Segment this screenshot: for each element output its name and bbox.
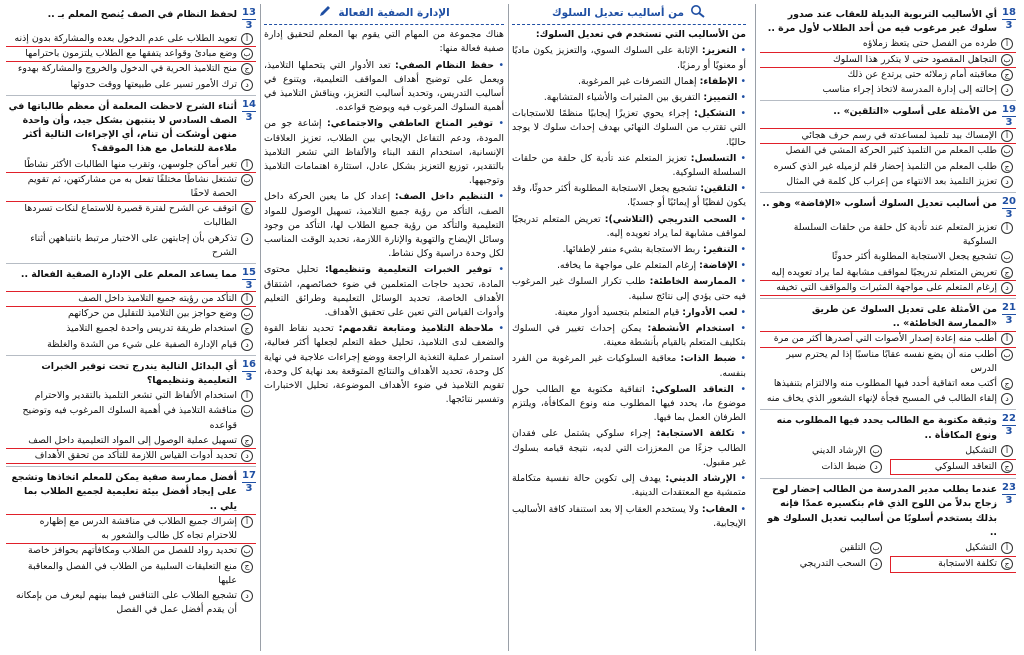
answer-option[interactable] — [6, 589, 256, 617]
option-letter-icon: ب — [241, 174, 253, 186]
option-text: منع التعليقات السلبية من الطلاب في الفصل والمعاقبة عليها — [27, 560, 237, 586]
definition-item — [264, 59, 504, 116]
answer-option-correct[interactable] — [760, 281, 1016, 295]
option-letter-icon: د — [241, 233, 253, 245]
definition-item — [512, 243, 746, 257]
answer-option[interactable] — [6, 434, 256, 448]
question-text: عندما يطلب مدير المدرسة من الطالب إحضار لوح زجاج بدلاً من اللوح الذي قام بتكسيره عمدًا فإنه بذلك يستخدم أسلوبًا من أساليب تعديل السلوك هو .. — [767, 484, 997, 538]
option-letter-icon: د — [1001, 84, 1013, 96]
definition-item — [264, 263, 504, 320]
answer-option[interactable] — [6, 404, 256, 432]
question-stem — [6, 268, 256, 291]
definition-item — [512, 503, 746, 531]
behavior-methods-intro: من الأساليب التي تستخدم في تعديل السلوك: — [535, 29, 746, 41]
definition-item — [512, 427, 746, 470]
classroom-management-list — [264, 59, 504, 408]
option-letter-icon: ج — [241, 63, 253, 75]
option-text: التلقين — [839, 542, 866, 554]
question-number — [242, 471, 256, 494]
option-letter-icon: د — [1001, 393, 1013, 405]
definition-item — [264, 322, 504, 407]
option-letter-icon: ب — [870, 542, 882, 554]
option-letter-icon: ب — [1001, 145, 1013, 157]
definition-text: التفريق بين المثيرات والأشياء المتشابهة. — [543, 92, 701, 104]
option-text: التشكيل — [965, 542, 997, 554]
questions-column-left — [6, 4, 256, 651]
definition-term: الإفاضة: — [699, 260, 738, 272]
option-letter-icon: ج — [241, 323, 253, 335]
definition-term: لعب الأدوار: — [682, 306, 738, 318]
question-block — [760, 8, 1016, 97]
definition-item — [512, 213, 746, 241]
answer-option[interactable] — [760, 83, 1016, 97]
definition-text: تحديد نقاط القوة والضعف لدى التلاميذ، تحليل خطة التعلم لجعلها أكثر فعالية، استمرار عملية التغذية الراجعة ووضع إجراءات علاجية في نهاية كل وحدة، تحديد الأهداف والنتائج المتوقعة بعد نهاية كل وحدة، تقويم التلاميذ في ضوء الأهداف الموضوعة، تحليل الاختبارات وتفسير نتائجها. — [264, 323, 504, 406]
definition-term: التسلسل: — [690, 152, 737, 164]
definition-text: ولا يستخدم العقاب إلا بعد استنفاد كافة الأساليب الإيجابية. — [512, 503, 746, 529]
question-number-value: 22 — [1002, 413, 1016, 425]
answer-option[interactable] — [6, 544, 256, 558]
definition-text: تعزيز المتعلم عند تأدية كل حلقة من حلقات السلسلة السلوكية. — [512, 152, 746, 179]
answer-options — [760, 221, 1016, 295]
answer-options — [6, 389, 256, 463]
definition-term: التنظيم داخل الصف: — [394, 191, 494, 203]
option-letter-icon: د — [1001, 176, 1013, 188]
option-letter-icon: ب — [1001, 251, 1013, 263]
option-text: منح التلاميذ الحرية في الدخول والخروج والمشاركة بهدوء — [17, 63, 237, 75]
option-letter-icon: أ — [1001, 333, 1013, 345]
question-number-section: 3 — [245, 280, 253, 292]
behavior-methods-header — [512, 4, 746, 25]
question-block — [760, 303, 1016, 406]
classroom-management-title: الإدارة الصفية الفعالة — [338, 7, 450, 19]
question-block — [760, 483, 1016, 572]
option-text: تكلفة الاستجابة — [938, 558, 997, 570]
answer-option[interactable] — [6, 62, 256, 76]
option-text: إلقاء الطالب في المسبح فجأة لإنهاء الشعور الذي يخاف منه — [766, 393, 997, 405]
definition-text: تحليل محتوى المادة، تحديد حاجات المتعلمين في ضوء خصائصهم، اشتقاق الأهداف الخاصة، تحديد الوسائل التعليمية وطرائق التعليم وأدوات القياس التي تعين على تحقيق الأهداف. — [264, 264, 504, 319]
option-letter-icon: ج — [1001, 558, 1013, 570]
definition-item — [512, 352, 746, 380]
answer-option[interactable] — [760, 221, 1016, 249]
option-text: تعريض المتعلم تدريجيًا لمواقف مشابهة لما يراد تعويده إليه — [771, 266, 997, 278]
option-letter-icon: أ — [1001, 542, 1013, 554]
question-separator — [760, 409, 1016, 410]
answer-option[interactable] — [760, 37, 1016, 51]
definition-term: الممارسة الخاطئة: — [649, 276, 737, 288]
definition-text: تعريض المتعلم تدريجيًا لمواقف مشابهة لما يراد تعويده إليه. — [512, 213, 746, 239]
question-block — [760, 414, 1016, 475]
definition-item — [512, 306, 746, 320]
answer-option-correct[interactable] — [760, 53, 1016, 67]
question-text: مما يساعد المعلم على الإدارة الصفية الفعالة .. — [20, 269, 237, 281]
option-text: تعويد الطلاب على عدم الدخول بعده والمشاركة بدون إذنه — [14, 33, 237, 44]
option-letter-icon: أ — [1001, 445, 1013, 457]
option-text: السحب التدريجي — [799, 558, 866, 570]
option-letter-icon: أ — [1001, 130, 1013, 142]
answer-options — [760, 37, 1016, 97]
question-stem — [760, 197, 1016, 220]
definition-text: يمكن إحداث تغيير في السلوك بتكليف المتعلم بالقيام بأنشطة معينة. — [512, 323, 746, 349]
question-text: من الأمثلة على تعديل السلوك عن طريق «الممارسة الخاطئة» .. — [811, 304, 997, 330]
answer-options — [6, 158, 256, 260]
answer-option[interactable] — [6, 307, 256, 321]
question-separator — [6, 466, 256, 467]
question-block — [760, 105, 1016, 189]
option-letter-icon: ج — [1001, 378, 1013, 390]
question-number-value: 19 — [1002, 104, 1016, 116]
questions-column-right — [760, 4, 1016, 651]
option-text: الإرشاد الديني — [812, 444, 866, 456]
option-text: أطلب منه إعادة إصدار الأصوات التي أصدرها أكثر من مرة — [773, 333, 997, 345]
answer-option-correct[interactable] — [760, 129, 1016, 143]
question-stem — [6, 360, 256, 388]
definition-item — [512, 107, 746, 150]
question-number-value: 16 — [242, 358, 256, 370]
answer-options — [6, 515, 256, 617]
answer-options — [760, 332, 1016, 406]
definition-term: التلقين: — [700, 183, 738, 195]
question-number-section: 3 — [245, 483, 253, 495]
question-separator — [6, 95, 256, 96]
definition-item — [512, 259, 746, 273]
definition-text: إشاعة جو من المودة، ودعم التفاعل الإيجابي بين الطلاب، تعزيز العلاقات الإنسانية، استخدام النقد البناء والألفاظ التي تشعر التلاميذ بالتقدير، توزيع التعزيز بشكل عادل، استثارة اهتمامات التلاميذ وتوجيهها. — [264, 118, 504, 187]
option-text: وضع حواجز بين التلاميذ للتقليل من حركاتهم — [68, 308, 237, 320]
question-number-section: 3 — [1005, 315, 1013, 327]
option-letter-icon: أ — [241, 33, 253, 45]
definition-term: السحب التدريجي (التلاشي): — [604, 213, 737, 225]
definition-text: ربط الاستجابة بشيء منفر لإطفائها. — [562, 244, 700, 256]
definition-text: إرغام المتعلم على مواجهة ما يخافه. — [556, 260, 697, 272]
question-text: من أساليب تعديل السلوك أسلوب «الإفاضة» وهو .. — [762, 198, 997, 210]
answer-option[interactable] — [760, 377, 1016, 391]
answer-option-correct[interactable] — [6, 292, 256, 306]
definition-item — [512, 275, 746, 303]
question-number-value: 13 — [242, 7, 256, 18]
answer-options — [760, 129, 1016, 189]
answer-option-correct[interactable] — [6, 173, 256, 201]
answer-option[interactable] — [6, 338, 256, 352]
answer-option[interactable] — [6, 202, 256, 230]
option-text: إحالته إلى إدارة المدرسة لاتخاذ إجراء مناسب — [822, 84, 997, 96]
option-letter-icon: ج — [241, 561, 253, 573]
option-letter-icon: ج — [241, 435, 253, 447]
question-block — [6, 268, 256, 352]
question-number — [1002, 8, 1016, 31]
definition-term: تكلفة الاستجابة: — [656, 428, 735, 440]
question-block — [6, 100, 256, 260]
question-number — [242, 100, 256, 123]
question-stem — [760, 483, 1016, 540]
question-stem — [760, 303, 1016, 331]
behavior-methods-title: من أساليب تعديل السلوك — [551, 7, 685, 19]
definition-text: يهدف إلى تكوين حالة نفسية متكاملة متمشية مع المعتقدات الدينية. — [512, 473, 746, 499]
question-number-section: 3 — [1005, 426, 1013, 438]
definition-text: إعداد كل ما يعين الحركة داخل الصف، التأكد من رؤية جميع التلاميذ، تسهيل الوصول للمواد التعليمية والتأكد من رؤية جميع الطلاب لها، التأكد من وجود وسائل الإيضاح والتهوية والإنارة اللازمة، تحديد الوقت المناسب لكل وحدة دراسية وكل نشاط. — [264, 191, 504, 260]
question-separator — [6, 263, 256, 264]
option-text: التعاقد السلوكي — [934, 461, 997, 473]
question-number-value: 15 — [242, 267, 256, 279]
answer-option[interactable] — [760, 348, 1016, 376]
question-number-value: 21 — [1002, 302, 1016, 314]
answer-option[interactable] — [6, 158, 256, 172]
question-number-section: 3 — [1005, 495, 1013, 507]
answer-options — [760, 443, 1016, 475]
definition-item — [512, 383, 746, 426]
option-letter-icon: أ — [1001, 222, 1013, 234]
option-text: اتوقف عن الشرح لفترة قصيرة للاستماع لنكات تسردها الطالبات — [24, 203, 237, 229]
answer-option[interactable] — [760, 175, 1016, 189]
definition-term: توفير الخبرات التعليمية وتنظيمها: — [325, 264, 492, 276]
behavior-methods-column — [512, 4, 746, 651]
question-separator — [760, 100, 1016, 101]
option-letter-icon: د — [241, 79, 253, 91]
definition-item — [264, 117, 504, 188]
question-text: أفضل ممارسة صفية يمكن للمعلم اتخاذها وتشجع على إيجاد أفضل بيئة تعليمية لجميع الطلاب بما يلي .. — [11, 472, 237, 512]
definition-item — [512, 152, 746, 180]
option-letter-icon: د — [241, 450, 253, 462]
question-number — [242, 268, 256, 291]
answer-options — [760, 540, 1016, 572]
question-number-value: 20 — [1002, 196, 1016, 208]
option-text: تحديد رواد للفصل من الطلاب ومكافأتهم بحوافز خاصة — [28, 545, 237, 557]
definition-term: التعاقد السلوكي: — [651, 383, 734, 395]
option-letter-icon: ج — [1001, 161, 1013, 173]
question-number — [1002, 303, 1016, 326]
option-text: إشراك جميع الطلاب في مناقشة الدرس مع إظهاره للاحترام تجاه كل طالب والشعور به — [39, 515, 237, 542]
definition-item — [264, 190, 504, 261]
question-stem — [760, 105, 1016, 128]
option-text: الإمساك بيد تلميذ لمساعدته في رسم حرف هجائي — [801, 130, 997, 142]
option-text: تشتغل نشاطًا مختلفًا تفعل به من مشاركتهن، ثم تقويم الحصة لاحقًا — [27, 173, 237, 200]
question-stem — [760, 414, 1016, 442]
question-number-section: 3 — [245, 20, 253, 31]
question-text: من الأمثلة على أسلوب «التلقين» .. — [833, 106, 997, 118]
answer-option-correct[interactable] — [760, 332, 1016, 346]
classroom-management-intro: هناك مجموعة من المهام التي يقوم بها المعلم لتحقيق إدارة صفية فعالة منها: — [264, 29, 504, 55]
option-letter-icon: أ — [241, 159, 253, 171]
option-text: تغير أماكن جلوسهن، وتقرب منها الطالبات الأكثر نشاطًا — [23, 158, 237, 170]
option-text: تعزيز التلميذ بعد الانتهاء من إعراب كل كلمة في المثال — [786, 175, 997, 187]
option-letter-icon: ب — [241, 545, 253, 557]
answer-option[interactable] — [760, 460, 885, 474]
definition-term: ملاحظة التلاميذ ومتابعة تقدمهم: — [338, 323, 494, 335]
question-stem — [6, 100, 256, 157]
option-text: أكتب معه اتفاقية أحدد فيها المطلوب منه والالتزام بتنفيذها — [773, 378, 997, 390]
question-number-section: 3 — [1005, 209, 1013, 221]
definition-item — [512, 322, 746, 350]
option-text: طرده من الفصل حتى يتعظ زملاؤه — [862, 38, 997, 50]
answer-option[interactable] — [891, 444, 1016, 458]
question-separator — [6, 355, 256, 356]
option-letter-icon: ب — [1001, 54, 1013, 66]
option-text: استخدام الألفاظ التي تشعر التلميذ بالتقدير والاحترام — [34, 390, 237, 402]
option-letter-icon: ب — [241, 308, 253, 320]
question-stem — [6, 8, 256, 31]
question-block — [6, 8, 256, 92]
definition-term: استخدام الأنشطة: — [647, 323, 735, 335]
question-number — [1002, 414, 1016, 437]
definition-item — [512, 91, 746, 105]
option-text: إرغام المتعلم على مواجهة المثيرات والمواقف التي تخيفه — [776, 281, 997, 293]
option-text: التأكد من رؤيته جميع التلاميذ داخل الصف — [78, 293, 237, 305]
option-letter-icon: ب — [241, 48, 253, 60]
definition-term: العقاب: — [701, 503, 738, 515]
answer-option[interactable] — [6, 560, 256, 588]
question-number-value: 23 — [1002, 482, 1016, 494]
classroom-management-column — [264, 4, 504, 651]
definition-text: طلب تكرار السلوك غير المرغوب فيه حتى يؤدي إلى نتائج سلبية. — [512, 276, 746, 302]
definition-term: التنفير: — [702, 244, 738, 256]
option-letter-icon: ج — [1001, 69, 1013, 81]
question-stem — [6, 471, 256, 514]
definition-term: توفير المناخ العاطفي والاجتماعي: — [326, 118, 494, 130]
behavior-methods-list — [512, 44, 746, 531]
option-letter-icon: د — [1001, 282, 1013, 294]
answer-option-correct[interactable] — [891, 460, 1016, 474]
question-separator — [760, 298, 1016, 299]
question-number-section: 3 — [1005, 117, 1013, 129]
option-letter-icon: د — [241, 339, 253, 351]
question-text: لحفظ النظام في الصف يُنصح المعلم بـ .. — [47, 9, 237, 20]
question-text: أي البدائل التالية يندرج تحت توفير الخبرات التعليمية وتنظيمها؟ — [41, 360, 237, 387]
answer-option[interactable] — [760, 160, 1016, 174]
answer-option[interactable] — [760, 444, 885, 458]
question-number-value: 18 — [1002, 7, 1016, 18]
answer-option[interactable] — [760, 392, 1016, 406]
option-text: تذكرهن بأن إجابتهن على الاختبار مرتبط بانتباههن أثناء الشرح — [30, 232, 237, 258]
answer-option[interactable] — [6, 322, 256, 336]
option-text: تشجيع الطلاب على التنافس فيما بينهم ليعرف من بإمكانه أن يقدم أفضل عمل في الفصل — [15, 589, 237, 616]
option-letter-icon: ب — [1001, 349, 1013, 361]
definition-text: تشجيع يجعل الاستجابة المطلوبة أكثر حدوثًا، وقد يكون لفظيًا أو إيمائيًا أو جسديًا. — [512, 183, 746, 209]
option-text: معاقبته أمام زملائه حتى يرتدع عن ذلك — [847, 68, 997, 80]
answer-option[interactable] — [6, 389, 256, 403]
definition-item — [512, 75, 746, 89]
definition-item — [512, 472, 746, 500]
option-letter-icon: د — [870, 558, 882, 570]
option-text: أطلب منه أن يضع نفسه عقابًا مناسبًا إذا لم يحترم سير الدرس — [786, 348, 997, 374]
answer-option[interactable] — [6, 78, 256, 92]
question-text: أي الأساليب التربوية البديلة للعقاب عند صدور سلوك غير مرغوب فيه من أحد الطلاب لأول مرة .. — [767, 9, 997, 35]
answer-option[interactable] — [760, 250, 1016, 264]
definition-text: الإثابة على السلوك السوي، والتعزيز يكون ماديًا أو معنويًا أو رمزيًا. — [512, 45, 746, 71]
question-stem — [760, 8, 1016, 36]
option-text: طلب المعلم من التلميذ كثير الحركة المشي في الفصل — [785, 145, 997, 157]
answer-option[interactable] — [891, 541, 1016, 555]
question-number — [242, 360, 256, 383]
definition-text: تعد الأدوار التي يتحملها التلاميذ، ويعمل على توضيح أهداف المواقف التعليمية، ويتنوع في أساليب التدريس، وتحديد أساليب التعزيز، ويناقش التلاميذ في أهمية السلوك المرغوب فيه ويوضح قواعده. — [264, 59, 504, 114]
option-text: تسهيل عملية الوصول إلى المواد التعليمية داخل الصف — [28, 434, 237, 446]
option-letter-icon: ج — [1001, 461, 1013, 473]
option-text: ضبط الذات — [821, 461, 866, 473]
answer-option[interactable] — [6, 232, 256, 260]
option-text: تشجيع يجعل الاستجابة المطلوبة أكثر حدوثًا — [831, 251, 997, 263]
definition-text: إجراء يحوي تعزيزًا إيجابيًا منظمًا للاستجابات التي تقترب من السلوك النهائي بهدف إحداث سلوك لا يوجد حاليًا. — [512, 108, 746, 148]
option-letter-icon: أ — [1001, 38, 1013, 50]
question-text: أثناء الشرح لاحظت المعلمة أن معظم طالباتها في الصف السادس لا ينتبهن بشكل جيد، وأن واحدة منهن أوشكت أن تنام، أي الإجراءات التالية أكثر ملاءمة للتعامل مع هذا الموقف؟ — [8, 100, 237, 155]
definition-text: معاقبة السلوكيات غير المرغوبة من الفرد بنفسه. — [512, 353, 746, 379]
pen-icon — [318, 4, 332, 22]
option-text: التجاهل المقصود حتى لا يتكرر هذا السلوك — [833, 53, 997, 65]
question-separator — [760, 192, 1016, 193]
option-text: تحديد أدوات القياس اللازمة للتأكد من تحقق الأهداف — [34, 450, 237, 462]
question-number — [1002, 483, 1016, 506]
definition-text: اتفاقية مكتوبة مع الطالب حول موضوع ما، يحدد فيها المطلوب منه ونوع المكافأة، ويلتزم الطرفان العمل بما فيها. — [512, 383, 746, 424]
option-letter-icon: أ — [241, 516, 253, 528]
question-number-value: 17 — [242, 470, 256, 482]
option-letter-icon: أ — [241, 390, 253, 402]
option-text: ترك الأمور تسير على طبيعتها ووقت حدوثها — [70, 78, 237, 90]
answer-options — [6, 32, 256, 92]
answer-option-correct[interactable] — [6, 449, 256, 463]
option-letter-icon: ج — [1001, 267, 1013, 279]
question-number — [242, 8, 256, 31]
definition-term: التمييز: — [703, 92, 738, 104]
classroom-management-header — [264, 4, 504, 25]
definition-term: ضبط الذات: — [680, 353, 737, 365]
question-number-section: 3 — [245, 111, 253, 123]
option-text: التشكيل — [965, 444, 997, 456]
question-number — [1002, 105, 1016, 128]
definition-term: الإرشاد الديني: — [665, 473, 736, 485]
question-text: وثيقة مكتوبة مع الطالب يحدد فيها المطلوب منه ونوع المكافأة .. — [776, 415, 997, 441]
question-number-section: 3 — [1005, 20, 1013, 31]
option-text: مناقشة التلاميذ في أهمية السلوك المرغوب فيه وتوضيح قواعده — [22, 405, 237, 431]
answer-option-correct[interactable] — [6, 47, 256, 61]
answer-option[interactable] — [760, 68, 1016, 82]
question-block — [6, 360, 256, 463]
answer-option[interactable] — [760, 557, 885, 571]
definition-item — [512, 182, 746, 210]
option-text: تعزيز المتعلم عند تأدية كل حلقة من حلقات السلسلة السلوكية — [793, 222, 997, 248]
definition-term: التشكيل: — [694, 108, 736, 120]
answer-option-correct[interactable] — [891, 557, 1016, 571]
question-separator — [760, 478, 1016, 479]
answer-option[interactable] — [760, 541, 885, 555]
question-number-value: 14 — [242, 98, 256, 110]
answer-option-correct[interactable] — [6, 515, 256, 543]
option-text: استخدام طريقة تدريس واحدة لجميع التلاميذ — [66, 323, 237, 335]
question-number-section: 3 — [245, 371, 253, 383]
option-letter-icon: ب — [241, 405, 253, 417]
answer-option[interactable] — [6, 32, 256, 46]
option-letter-icon: أ — [241, 293, 253, 305]
option-text: طلب المعلم من التلميذ إحضار قلم لزميله غير الذي كسره — [773, 160, 997, 172]
definition-text: قيام المتعلم بتجسيد أدوار معينة. — [554, 306, 680, 318]
option-letter-icon: د — [241, 590, 253, 602]
definition-text: إجراء سلوكي يشتمل على فقدان الطالب جزءًا من المعززات التي لديه، نتيجة قيامه بسلوك غير مقبول. — [512, 428, 746, 468]
option-letter-icon: ج — [241, 203, 253, 215]
answer-option[interactable] — [760, 144, 1016, 158]
definition-text: إهمال التصرفات غير المرغوبة. — [578, 75, 697, 87]
option-text: قيام الإدارة الصفية على شيء من الشدة والغلظة — [47, 338, 237, 350]
option-letter-icon: د — [870, 461, 882, 473]
option-text: وضع مبادئ وقواعد يتفقها مع الطلاب يلتزمون باحترامها — [25, 48, 237, 60]
answer-option[interactable] — [760, 266, 1016, 280]
question-block — [6, 471, 256, 617]
definition-term: التعزيز: — [701, 45, 737, 57]
question-block — [760, 197, 1016, 295]
magnifier-icon — [690, 4, 706, 22]
question-number — [1002, 197, 1016, 220]
option-letter-icon: ب — [870, 445, 882, 457]
answer-options — [6, 292, 256, 352]
definition-term: الإطفاء: — [699, 75, 738, 87]
definition-item — [512, 44, 746, 72]
definition-term: حفظ النظام الصفي: — [395, 59, 495, 71]
